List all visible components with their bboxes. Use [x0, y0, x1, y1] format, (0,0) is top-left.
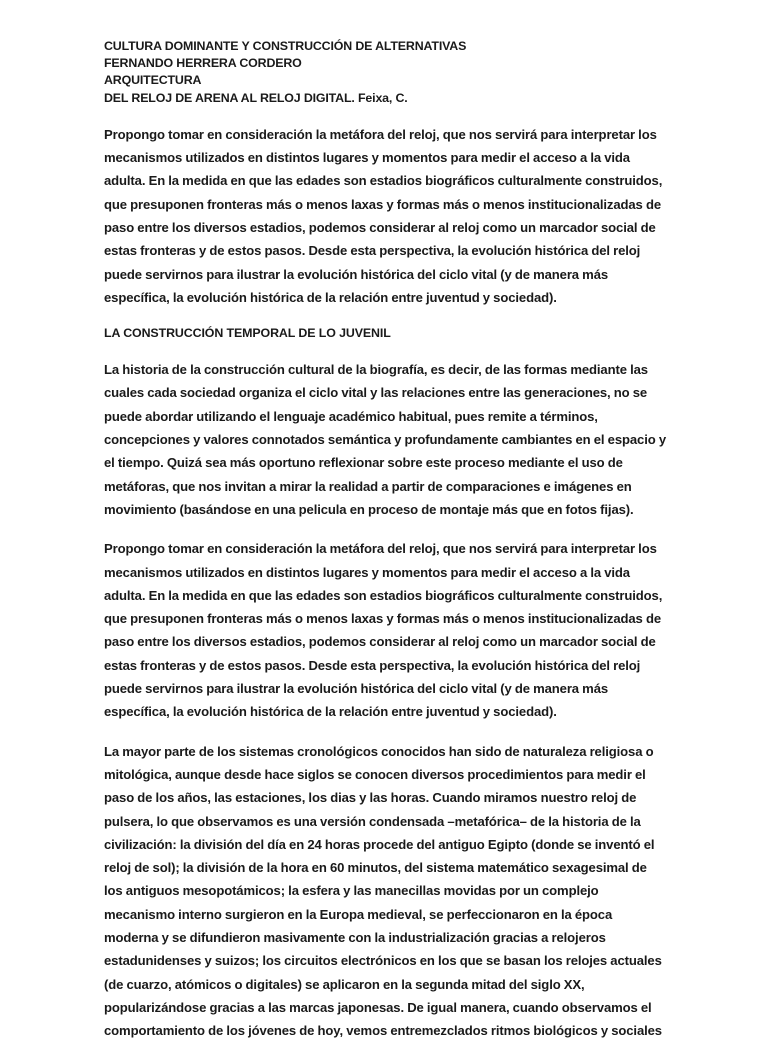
- body-paragraph-4: La mayor parte de los sistemas cronológicos conocidos han sido de naturaleza religiosa o mitológica, aunque desde hace siglos se conocen diversos procedimientos para medir el paso de los años, las estaciones, los dias y las horas. Cuando miramos nuestro reloj de pulsera, lo que observamos es una versión condensada –metafórica– de la historia de la civilización: la división del día en 24 horas procede del antiguo Egipto (donde se inventó el reloj de sol); la división de la hora en 60 minutos, del sistema matemático sexagesimal de los antiguos mesopotámicos; la esfera y las manecillas movidas por un complejo mecanismo interno surgieron en la Europa medieval, se perfeccionaron en la época moderna y se difundieron masivamente con la industrialización gracias a relojeros estadunidenses y suizos; los circuitos electrónicos en los que se basan los relojes actuales (de cuarzo, atómicos o digitales) se aplicaron en la segunda mitad del siglo XX, popularizándose gracias a las marcas japonesas. De igual manera, cuando observamos el comportamiento de los jóvenes de hoy, vemos entremezclados ritmos biológicos y sociales: [104, 743, 662, 1039]
- title-block: [104, 38, 666, 107]
- document-department: ARQUITECTURA: [104, 73, 202, 88]
- document-title: CULTURA DOMINANTE Y CONSTRUCCIÓN DE ALTERNATIVAS: [104, 39, 467, 53]
- section-heading: LA CONSTRUCCIÓN TEMPORAL DE LO JUVENIL: [104, 326, 391, 341]
- document-subtitle-source: DEL RELOJ DE ARENA AL RELOJ DIGITAL. Feixa, C.: [104, 90, 408, 105]
- body-paragraph-1: Propongo tomar en consideración la metáfora del reloj, que nos servirá para interpretar los mecanismos utilizados en distintos lugares y momentos para medir el acceso a la vida adulta. En la medida en que las edades son estadios biográficos culturalmente construidos, que presuponen fronteras más o menos laxas y formas más o menos institucionalizadas de paso entre los diversos estadios, podemos considerar al reloj como un marcador social de estas fronteras y de estos pasos. Desde esta perspectiva, la evolución histórica del reloj puede servirnos para ilustrar la evolución histórica del ciclo vital (y de manera más específica, la evolución histórica de la relación entre juventud y sociedad).: [104, 126, 663, 305]
- body-paragraph-3: Propongo tomar en consideración la metáfora del reloj, que nos servirá para interpretar los mecanismos utilizados en distintos lugares y momentos para medir el acceso a la vida adulta. En la medida en que las edades son estadios biográficos culturalmente construidos, que presuponen fronteras más o menos laxas y formas más o menos institucionalizadas de paso entre los diversos estadios, podemos considerar al reloj como un marcador social de estas fronteras y de estos pasos. Desde esta perspectiva, la evolución histórica del reloj puede servirnos para ilustrar la evolución histórica del ciclo vital (y de manera más específica, la evolución histórica de la relación entre juventud y sociedad).: [104, 541, 663, 720]
- document-author: FERNANDO HERRERA CORDERO: [104, 56, 302, 71]
- document-content: [104, 38, 666, 1043]
- body-paragraph-2: La historia de la construcción cultural de la biografía, es decir, de las formas mediante las cuales cada sociedad organiza el ciclo vital y las relaciones entre las generaciones, no se puede abordar utilizando el lenguaje académico habitual, pues remite a términos, concepciones y valores connotados semántica y profundamente cambiantes en el espacio y el tiempo. Quizá sea más oportuno reflexionar sobre este proceso mediante el uso de metáforas, que nos invitan a mirar la realidad a partir de comparaciones e imágenes en movimiento (basándose en una pelicula en proceso de montaje más que en fotos fijas).: [104, 362, 666, 517]
